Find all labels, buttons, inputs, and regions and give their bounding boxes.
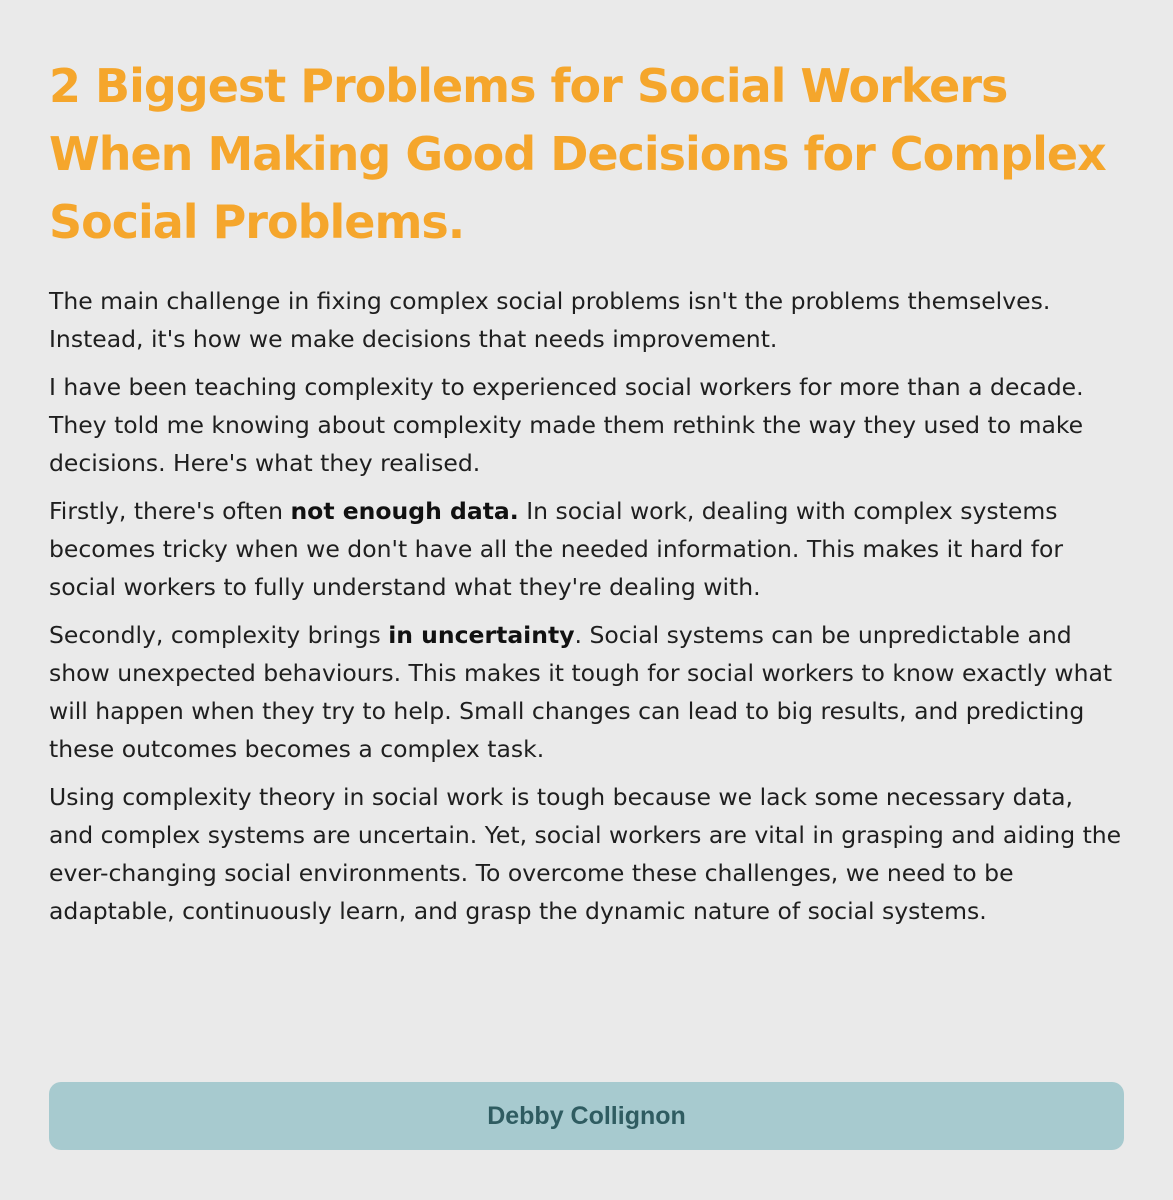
paragraph-uncertainty [49, 616, 1124, 768]
paragraph-text: Firstly, there's often [49, 497, 291, 525]
paragraph-text: . Social systems can be unpredictable and show unexpected behaviours. This makes it tough for social workers to know exactly what will happen when they try to help. Small changes can lead to big results, and predicting these outcomes becomes a complex task. [49, 621, 1113, 763]
author-bar [49, 1082, 1124, 1150]
bold-phrase-in-uncertainty: in uncertainty [388, 621, 575, 649]
bold-phrase-not-enough-data: not enough data. [290, 497, 519, 525]
paragraph-not-enough-data [49, 492, 1124, 606]
paragraph-intro: The main challenge in fixing complex social problems isn't the problems themselves. Instead, it's how we make decisions that needs improvement. [49, 287, 1051, 353]
author-name: Debby Collignon [487, 1101, 686, 1130]
post-card [49, 0, 1124, 1200]
paragraph-teaching: I have been teaching complexity to experienced social workers for more than a decade. They told me knowing about complexity made them rethink the way they used to make decisions. Here's what they realised. [49, 373, 1084, 477]
paragraph-text: Secondly, complexity brings [49, 621, 389, 649]
paragraph-text: In social work, dealing with complex systems becomes tricky when we don't have all the needed information. This makes it hard for social workers to fully understand what they're dealing with. [49, 497, 1064, 601]
post-body [49, 282, 1124, 940]
paragraph-conclusion: Using complexity theory in social work is tough because we lack some necessary data, and complex systems are uncertain. Yet, social workers are vital in grasping and aiding the ever-changing social environments. To overcome these challenges, we need to be adaptable, continuously learn, and grasp the dynamic nature of social systems. [49, 783, 1122, 925]
post-title: 2 Biggest Problems for Social Workers When Making Good Decisions for Complex Social Problems. [49, 59, 1106, 249]
